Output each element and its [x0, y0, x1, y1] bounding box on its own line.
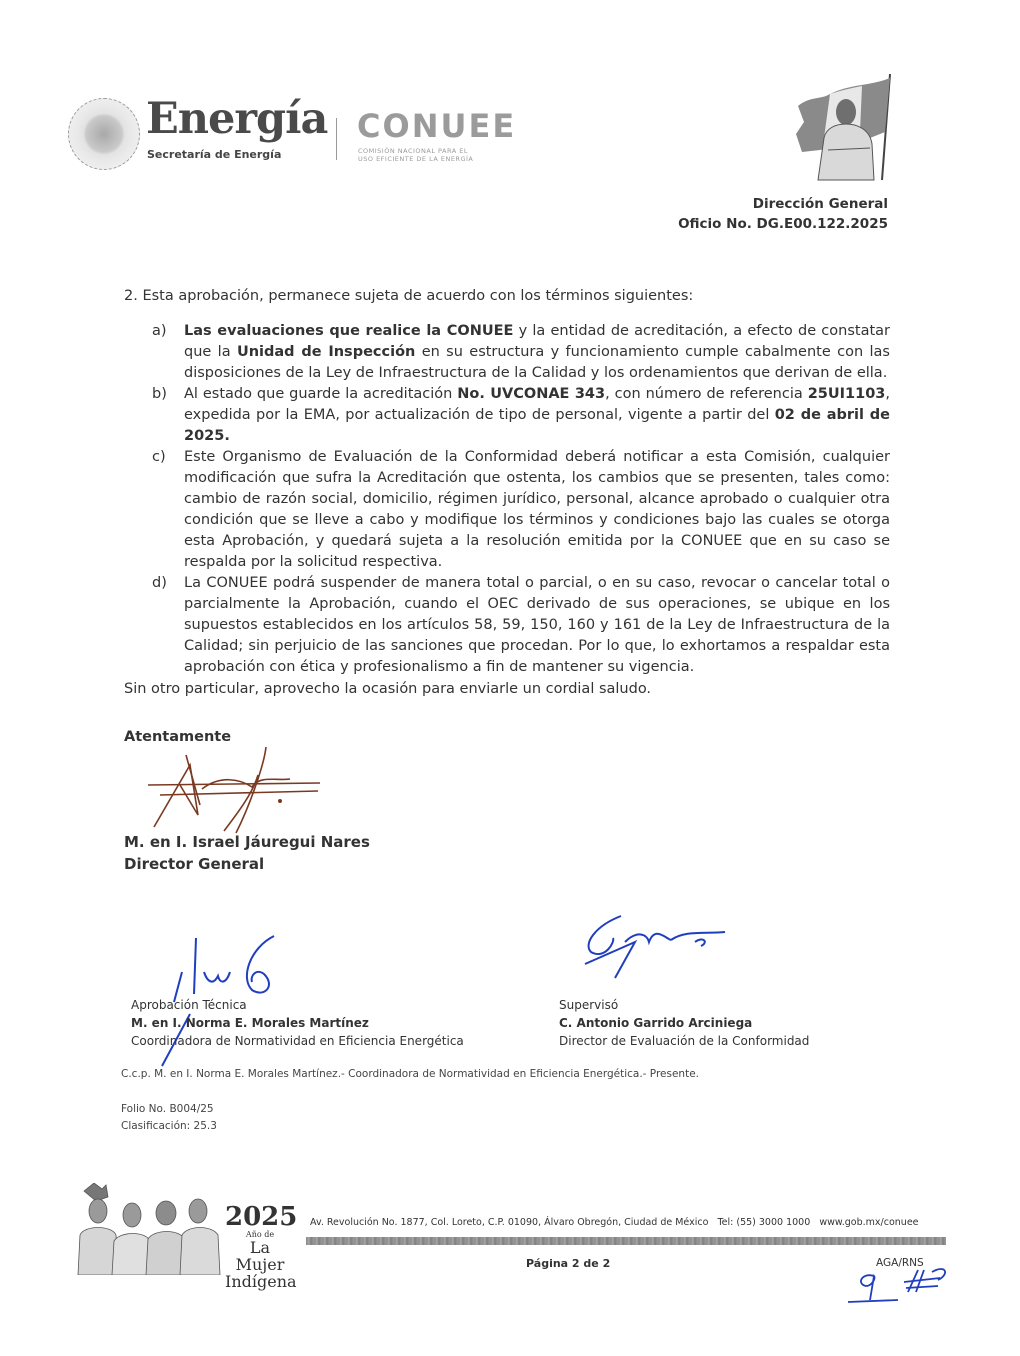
- secretaria-subtitle: Secretaría de Energía: [147, 148, 282, 161]
- intro-paragraph: 2. Esta aprobación, permanece sujeta de acuerdo con los términos siguientes:: [124, 288, 694, 304]
- term-text: Al estado que guarde la acreditación No. UVCONAE 343, con número de referencia 25UI1103, expedida por la EMA, por actualización de tipo de personal, vigente a partir del 02 de abril de 2025.: [184, 386, 891, 444]
- page-number: Página 2 de 2: [526, 1257, 611, 1270]
- term-item-b: [152, 384, 890, 447]
- term-item-a: [152, 321, 890, 384]
- list-marker: c): [152, 449, 166, 465]
- author-initials: AGA/RNS: [876, 1257, 924, 1269]
- terms-list: [152, 321, 890, 678]
- conuee-subtitle-line1: COMISIÓN NACIONAL PARA EL: [358, 147, 468, 155]
- signer-block: [124, 831, 370, 875]
- signer-name: M. en I. Israel Jáuregui Nares: [124, 833, 370, 851]
- classification: Clasificación: 25.3: [121, 1120, 217, 1132]
- year-of-indigenous-women-logo: [225, 1202, 298, 1291]
- folio-block: [121, 1101, 217, 1135]
- salutation: Atentamente: [124, 729, 232, 745]
- term-text: Este Organismo de Evaluación de la Conformidad deberá notificar a esta Comisión, cualquier modificación que sufra la Acreditación que ostenta, los cambios que se presenten, tales como: cambio de razón social, domicilio, régimen jurídico, personal, alcance aprobado o cualquier otra condición que se lleve a cabo y modifique los términos y condiciones bajo las cuales se otorga esta Aprobación, y quedará sujeta a la resolución emitida por la CONUEE que en su caso se respalda por la solicitud respectiva.: [184, 449, 890, 570]
- list-marker: d): [152, 575, 167, 591]
- motto-line-1: La Mujer: [235, 1238, 285, 1274]
- letter-reference: [678, 194, 888, 234]
- reviewer-title: Director de Evaluación de la Conformidad: [559, 1034, 810, 1048]
- conuee-subtitle-line2: USO EFICIENTE DE LA ENERGÍA: [358, 155, 474, 163]
- initials-signature-icon: [842, 1262, 952, 1307]
- reviewer-title: Coordinadora de Normatividad en Eficiencia Energética: [131, 1034, 464, 1048]
- footer-address: Av. Revolución No. 1877, Col. Loreto, C.P. 01090, Álvaro Obregón, Ciudad de México Tel: (55) 3000 1000 www.gob.mx/conuee: [310, 1217, 919, 1228]
- conuee-logo-text: CONUEE: [357, 107, 517, 145]
- department-name: Dirección General: [752, 196, 888, 212]
- motto-line-2: Indígena: [225, 1272, 297, 1291]
- energia-logo-text: Energía: [146, 94, 328, 144]
- logo-divider: [336, 118, 337, 160]
- signer-title: Director General: [124, 855, 265, 873]
- term-item-c: [152, 447, 890, 573]
- year-text: 2025: [225, 1202, 298, 1232]
- term-text: La CONUEE podrá suspender de manera total o parcial, o en su caso, revocar o cancelar total o parcialmente la Aprobación, cuando el OEC derivado de sus operaciones, se ubique en los supuestos establecidos en los artículos 58, 59, 150, 160 y 161 de la Ley de Infraestructura de la Calidad; sin perjuicio de las sanciones que procedan. Por lo que, lo exhortamos a respaldar esta aprobación con ética y profesionalismo a fin de mantener su vigencia.: [184, 575, 890, 675]
- carbon-copy-line: C.c.p. M. en I. Norma E. Morales Martínez.- Coordinadora de Normatividad en Eficiencia Energética.- Presente.: [121, 1068, 699, 1080]
- indigenous-women-illustration-icon: [72, 1183, 222, 1275]
- technical-approval-block: [131, 996, 464, 1050]
- closing-paragraph: Sin otro particular, aprovecho la ocasión para enviarle un cordial saludo.: [124, 681, 652, 697]
- conuee-subtitle: [358, 147, 473, 163]
- reviewer-name: C. Antonio Garrido Arciniega: [559, 1016, 753, 1030]
- reviewer-role: Supervisó: [559, 998, 619, 1012]
- mexico-coat-of-arms-seal-icon: [68, 98, 140, 170]
- reviewer-role: Aprobación Técnica: [131, 998, 247, 1012]
- supervisor-signature-icon: [575, 912, 735, 982]
- list-marker: b): [152, 386, 167, 402]
- director-signature-icon: [140, 745, 330, 835]
- list-marker: a): [152, 323, 167, 339]
- heroine-with-flag-illustration-icon: [790, 72, 902, 182]
- term-item-d: [152, 573, 890, 678]
- year-of-text: Año de: [245, 1230, 275, 1239]
- reviewer-name: M. en I. Norma E. Morales Martínez: [131, 1016, 369, 1030]
- term-text: Las evaluaciones que realice la CONUEE y la entidad de acreditación, a efecto de constatar que la Unidad de Inspección en su estructura y funcionamiento cumple cabalmente con las disposiciones de la Ley de Infraestructura de la Calidad y los ordenamientos que derivan de ella.: [184, 323, 890, 381]
- oficio-number: Oficio No. DG.E00.122.2025: [678, 216, 888, 232]
- supervisor-block: [559, 996, 809, 1050]
- footer-divider-bar: [306, 1237, 946, 1245]
- folio-number: Folio No. B004/25: [121, 1103, 214, 1115]
